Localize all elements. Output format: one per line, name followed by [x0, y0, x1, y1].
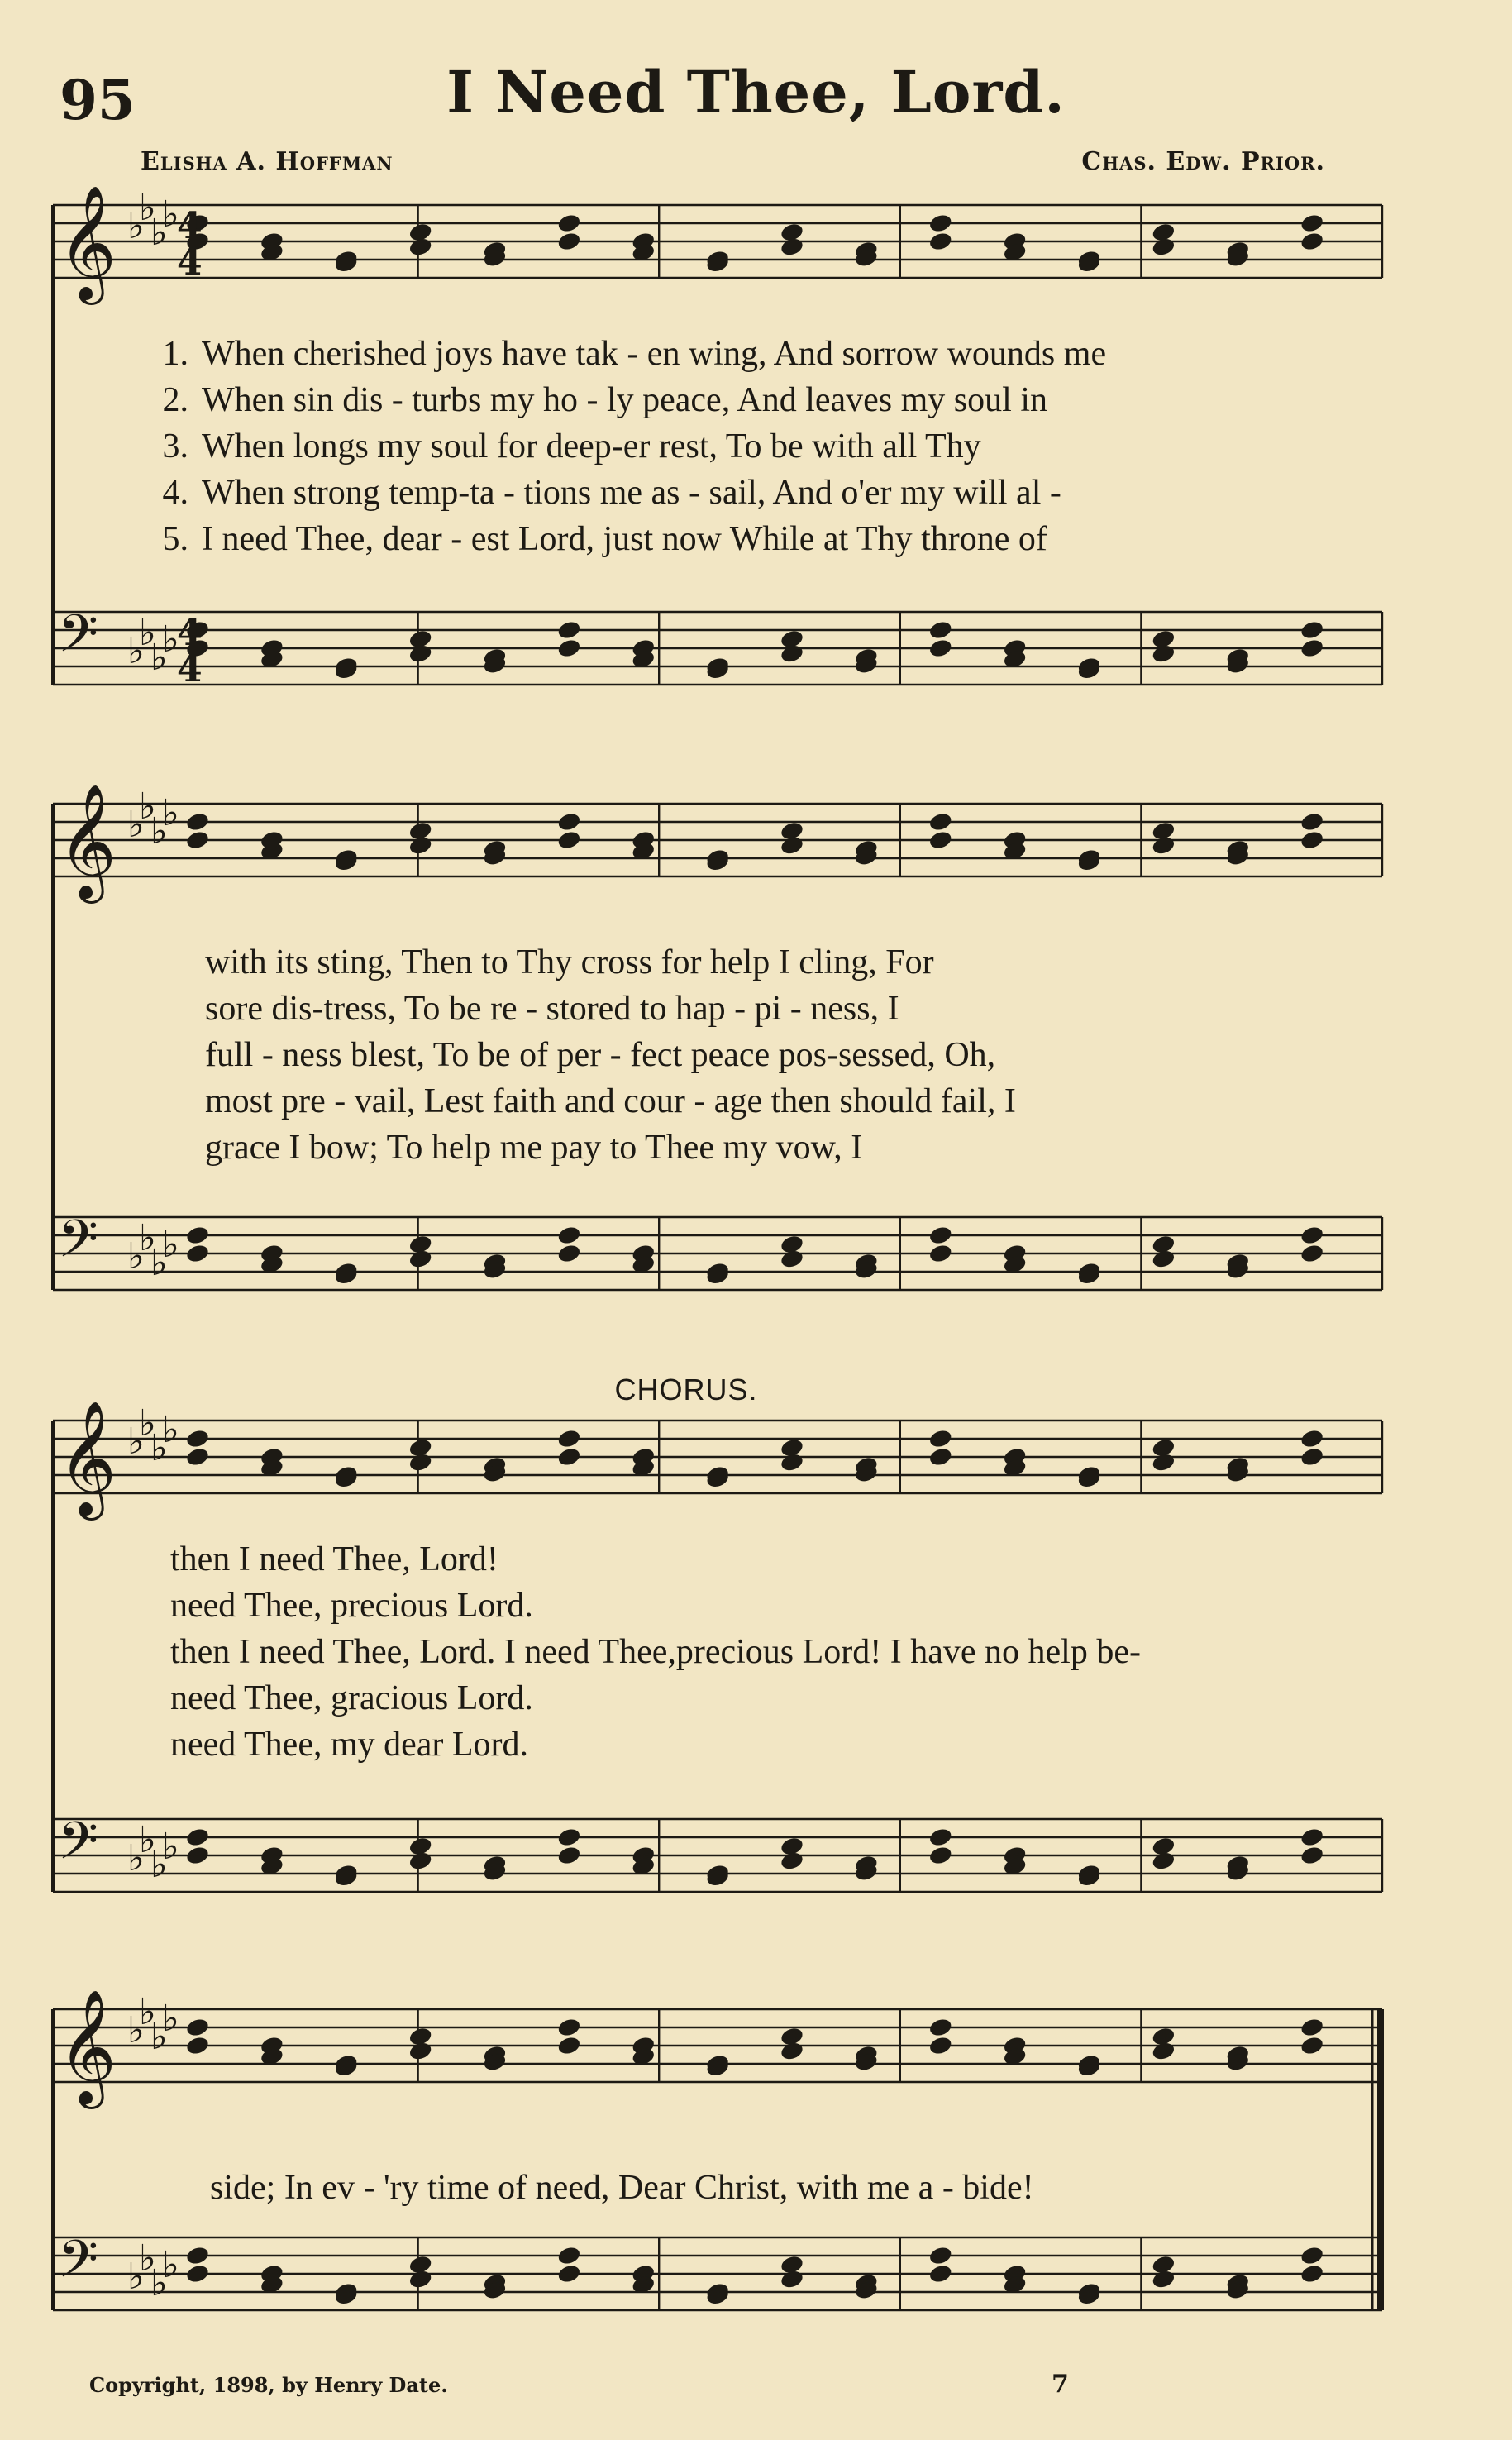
- notehead: [1300, 1826, 1325, 1848]
- notehead: [780, 1452, 805, 1473]
- notehead: [1151, 1850, 1176, 1872]
- notehead: [1300, 1428, 1325, 1449]
- verse-text: When strong temp-ta - tions me as - sail, And o'er my will al -: [202, 474, 1061, 512]
- notehead: [556, 1243, 582, 1264]
- notehead: [928, 1225, 953, 1246]
- notehead: [928, 2263, 953, 2285]
- flat-sign-icon: ♭: [139, 187, 156, 229]
- flat-sign-icon: ♭: [162, 193, 179, 236]
- notehead: [928, 1428, 953, 1449]
- notehead: [408, 835, 433, 857]
- notehead: [556, 1428, 582, 1449]
- notehead: [780, 236, 805, 258]
- notehead: [1151, 835, 1176, 857]
- flat-sign-icon: ♭: [162, 2244, 179, 2286]
- notehead: [408, 643, 433, 665]
- flat-sign-icon: ♭: [150, 2262, 168, 2304]
- notehead: [1300, 231, 1325, 252]
- notehead: [185, 1845, 211, 1866]
- notehead: [1300, 2017, 1325, 2038]
- notehead: [1300, 2035, 1325, 2056]
- notehead: [185, 1428, 211, 1449]
- author-credit: Elisha A. Hoffman: [141, 147, 394, 176]
- notehead: [928, 1243, 953, 1264]
- flat-sign-icon: ♭: [139, 1402, 156, 1444]
- notehead: [928, 2035, 953, 2056]
- time-signature: 4: [177, 241, 203, 284]
- notehead: [1300, 1243, 1325, 1264]
- verse-text: When longs my soul for deep-er rest, To be with all Thy: [202, 427, 981, 466]
- verse-line: [131, 334, 1371, 380]
- verse-number: 1.: [162, 335, 188, 373]
- notehead: [556, 1845, 582, 1866]
- notehead: [556, 1826, 582, 1848]
- notehead: [1300, 1225, 1325, 1246]
- notehead: [185, 1225, 211, 1246]
- notehead: [928, 811, 953, 833]
- flat-sign-icon: ♭: [162, 1998, 179, 2040]
- notehead: [185, 2017, 211, 2038]
- chorus-line: then I need Thee, Lord. I need Thee,precious Lord! I have no help be-: [170, 1633, 1141, 1671]
- notehead: [556, 2263, 582, 2285]
- notehead: [1151, 2041, 1176, 2062]
- flat-sign-icon: ♭: [150, 1427, 168, 1469]
- notehead: [185, 2263, 211, 2285]
- notehead: [928, 212, 953, 234]
- flat-sign-icon: ♭: [150, 810, 168, 852]
- page-number: 7: [1052, 2370, 1069, 2399]
- verse-number: 3.: [162, 427, 188, 466]
- notehead: [556, 811, 582, 833]
- verse-line: [131, 380, 1371, 427]
- verse-line: [131, 473, 1371, 519]
- notehead: [185, 1826, 211, 1848]
- composer-credit: Chas. Edw. Prior.: [1081, 147, 1325, 176]
- time-signature: 4: [177, 612, 203, 654]
- treble-clef-icon: 𝄞: [58, 185, 117, 300]
- flat-sign-icon: ♭: [127, 1421, 145, 1463]
- notehead: [185, 829, 211, 851]
- notehead: [556, 637, 582, 659]
- notehead: [185, 811, 211, 833]
- notehead: [780, 2269, 805, 2290]
- flat-sign-icon: ♭: [150, 2016, 168, 2058]
- verse-line: [131, 519, 1371, 566]
- notehead: [928, 2245, 953, 2266]
- notehead: [1300, 2245, 1325, 2266]
- notehead: [928, 619, 953, 641]
- notehead: [1151, 1452, 1176, 1473]
- flat-sign-icon: ♭: [162, 1826, 179, 1868]
- verse-number: 5.: [162, 520, 188, 558]
- lyric-line: grace I bow; To help me pay to Thee my vow, I: [205, 1129, 863, 1167]
- verse-text: When sin dis - turbs my ho - ly peace, And leaves my soul in: [202, 381, 1047, 419]
- notehead: [408, 2269, 433, 2290]
- flat-sign-icon: ♭: [150, 1242, 168, 1284]
- notehead: [1151, 2269, 1176, 2290]
- notehead: [1151, 643, 1176, 665]
- notehead: [408, 1249, 433, 1270]
- notehead: [1151, 236, 1176, 258]
- notehead: [1300, 1845, 1325, 1866]
- flat-sign-icon: ♭: [127, 804, 145, 846]
- verse-number: 2.: [162, 381, 188, 419]
- chorus-line: then I need Thee, Lord!: [170, 1540, 498, 1578]
- notehead: [928, 2017, 953, 2038]
- notehead: [1300, 637, 1325, 659]
- flat-sign-icon: ♭: [127, 2009, 145, 2051]
- flat-sign-icon: ♭: [139, 2237, 156, 2280]
- notehead: [408, 236, 433, 258]
- treble-clef-icon: 𝄞: [58, 784, 117, 899]
- notehead: [780, 1850, 805, 1872]
- flat-sign-icon: ♭: [162, 1409, 179, 1451]
- bass-clef-icon: 𝄢: [58, 2228, 98, 2302]
- notehead: [928, 231, 953, 252]
- verse-number: 4.: [162, 474, 188, 512]
- lyric-line: most pre - vail, Lest faith and cour - age then should fail, I: [205, 1082, 1016, 1120]
- flat-sign-icon: ♭: [150, 637, 168, 679]
- verse-line: [131, 427, 1371, 473]
- bass-clef-icon: 𝄢: [58, 1810, 98, 1884]
- notehead: [928, 829, 953, 851]
- flat-sign-icon: ♭: [139, 1217, 156, 1259]
- notehead: [928, 637, 953, 659]
- notehead: [1300, 2263, 1325, 2285]
- chorus-line: need Thee, my dear Lord.: [170, 1726, 529, 1764]
- notehead: [928, 1446, 953, 1468]
- treble-clef-icon: 𝄞: [58, 1401, 117, 1516]
- notehead: [1300, 1446, 1325, 1468]
- flat-sign-icon: ♭: [127, 205, 145, 247]
- flat-sign-icon: ♭: [162, 1224, 179, 1266]
- flat-sign-icon: ♭: [162, 618, 179, 661]
- notehead: [928, 1845, 953, 1866]
- notehead: [1300, 811, 1325, 833]
- notehead: [185, 1446, 211, 1468]
- verse-text: When cherished joys have tak - en wing, And sorrow wounds me: [202, 335, 1107, 373]
- flat-sign-icon: ♭: [150, 1844, 168, 1886]
- bass-clef-icon: 𝄢: [58, 603, 98, 676]
- flat-sign-icon: ♭: [127, 1235, 145, 1277]
- flat-sign-icon: ♭: [127, 1837, 145, 1879]
- final-lyric-line: side; In ev - 'ry time of need, Dear Christ, with me a - bide!: [210, 2169, 1034, 2207]
- flat-sign-icon: ♭: [139, 1819, 156, 1861]
- notehead: [1151, 1249, 1176, 1270]
- notehead: [185, 2245, 211, 2266]
- bass-clef-icon: 𝄢: [58, 1208, 98, 1282]
- notehead: [780, 835, 805, 857]
- verse-text: I need Thee, dear - est Lord, just now While at Thy throne of: [202, 520, 1047, 558]
- notehead: [408, 1850, 433, 1872]
- notehead: [556, 2017, 582, 2038]
- copyright-notice: Copyright, 1898, by Henry Date.: [89, 2373, 448, 2397]
- notehead: [185, 2035, 211, 2056]
- flat-sign-icon: ♭: [139, 612, 156, 654]
- chorus-label: CHORUS.: [614, 1373, 758, 1406]
- notehead: [556, 829, 582, 851]
- notehead: [408, 2041, 433, 2062]
- flat-sign-icon: ♭: [139, 1991, 156, 2033]
- lyric-line: with its sting, Then to Thy cross for help I cling, For: [205, 943, 934, 981]
- notehead: [1300, 829, 1325, 851]
- lyric-line: full - ness blest, To be of per - fect peace pos-sessed, Oh,: [205, 1036, 996, 1074]
- notehead: [928, 1826, 953, 1848]
- notehead: [556, 231, 582, 252]
- notehead: [556, 1225, 582, 1246]
- notehead: [780, 2041, 805, 2062]
- chorus-line: need Thee, gracious Lord.: [170, 1679, 533, 1717]
- notehead: [556, 1446, 582, 1468]
- notehead: [556, 2245, 582, 2266]
- lyric-line: sore dis-tress, To be re - stored to hap - pi - ness, I: [205, 990, 899, 1028]
- flat-sign-icon: ♭: [150, 212, 168, 254]
- flat-sign-icon: ♭: [139, 785, 156, 828]
- hymn-title: I Need Thee, Lord.: [446, 58, 1066, 127]
- notehead: [1300, 212, 1325, 234]
- treble-clef-icon: 𝄞: [58, 1989, 117, 2104]
- flat-sign-icon: ♭: [127, 2256, 145, 2298]
- notehead: [408, 1452, 433, 1473]
- flat-sign-icon: ♭: [127, 630, 145, 672]
- notehead: [780, 1249, 805, 1270]
- notehead: [556, 212, 582, 234]
- notehead: [556, 619, 582, 641]
- notehead: [1300, 619, 1325, 641]
- time-signature: 4: [177, 648, 203, 690]
- flat-sign-icon: ♭: [162, 792, 179, 834]
- notehead: [780, 643, 805, 665]
- notehead: [556, 2035, 582, 2056]
- notehead: [185, 1243, 211, 1264]
- chorus-line: need Thee, precious Lord.: [170, 1587, 533, 1625]
- hymn-number: 95: [60, 68, 136, 132]
- time-signature: 4: [177, 205, 203, 247]
